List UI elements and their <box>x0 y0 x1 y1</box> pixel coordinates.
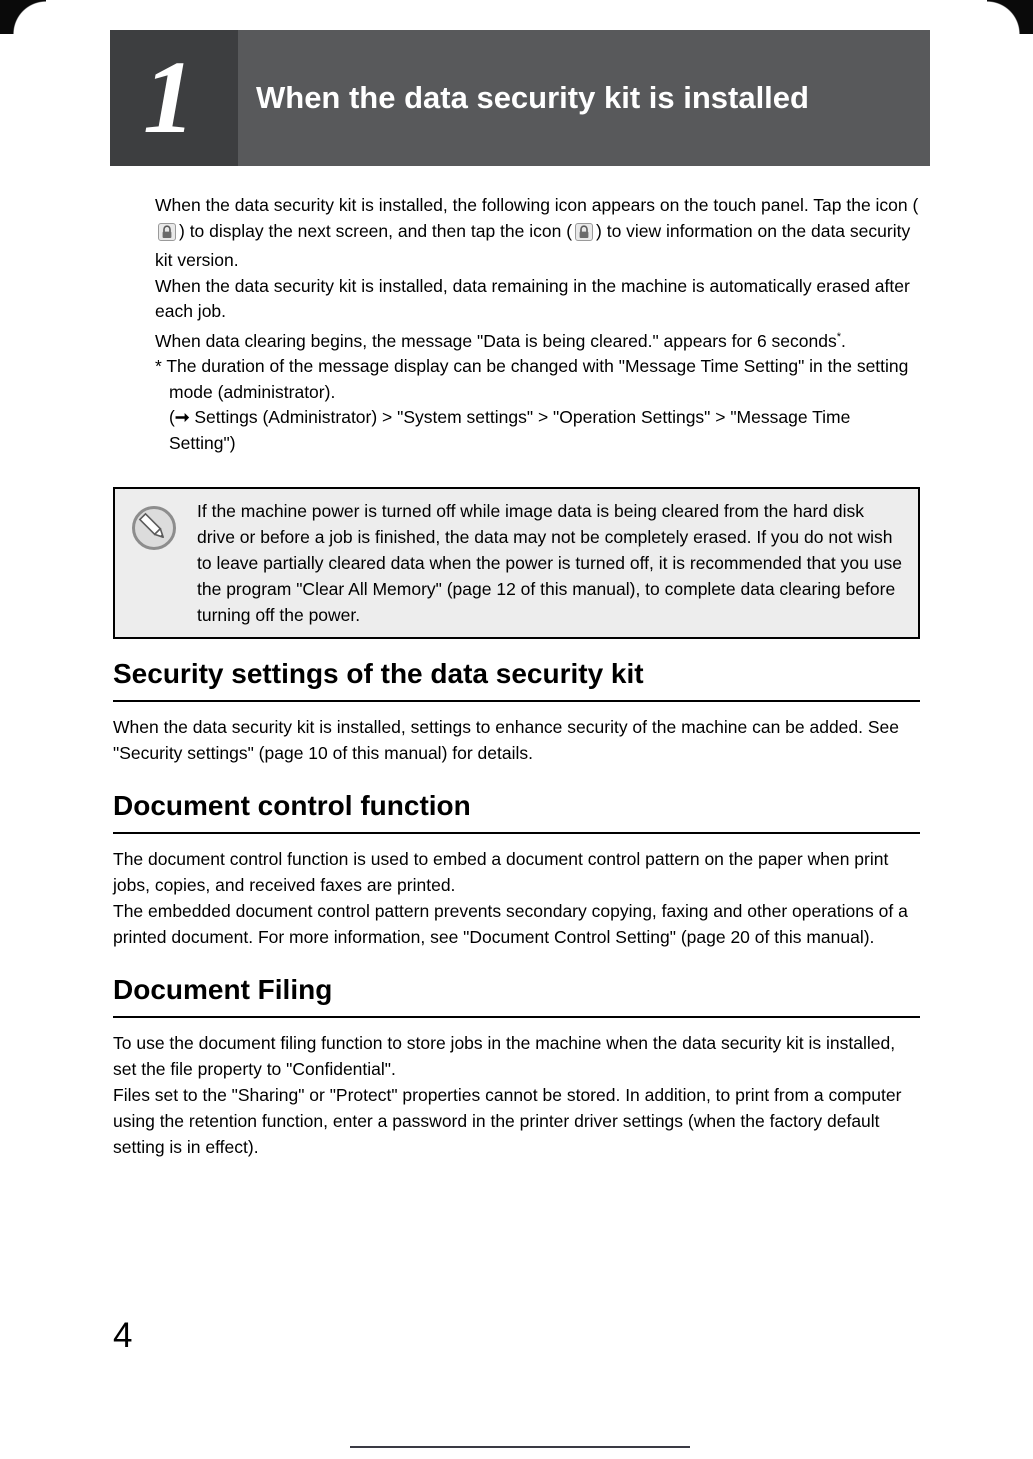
section-heading-document-control: Document control function <box>113 788 920 834</box>
intro-p1-text-2: ) to display the next screen, and then tap the icon ( <box>179 220 573 241</box>
chapter-banner <box>110 30 930 166</box>
section-security-settings <box>113 656 920 766</box>
footnote-reference: * <box>836 330 841 343</box>
section-paragraph: The document control function is used to embed a document control pattern on the paper when print jobs, copies, and received faxes are printed. <box>113 849 889 895</box>
section-paragraph: The embedded document control pattern prevents secondary copying, faxing and other operations of a printed document. For more information, see "Document Control Setting" (page 20 of this manual). <box>113 901 908 947</box>
lock-icon <box>158 223 176 249</box>
note-text: If the machine power is turned off while image data is being cleared from the hard disk drive or before a job is finished, the data may not be completely erased. If you do not wish to leave partially cleared data when the power is turned off, it is recommended that you use the program "Clear All Memory" (page 12 of this manual), to complete data clearing before turning off the power. <box>197 501 902 625</box>
footer-rule <box>350 1446 690 1448</box>
footnote-marker: * <box>155 356 162 376</box>
pencil-note-icon <box>131 505 177 556</box>
section-heading-document-filing: Document Filing <box>113 972 920 1018</box>
path-text: Settings (Administrator) > "System settings" > "Operation Settings" > "Message Time Setting") <box>169 407 851 453</box>
chapter-title: When the data security kit is installed <box>256 80 809 115</box>
intro-p3-period: . <box>841 330 846 351</box>
arrow-right-icon: ➞ <box>174 407 190 427</box>
section-paragraph: Files set to the "Sharing" or "Protect" properties cannot be stored. In addition, to print from a computer using the retention function, enter a password in the printer driver settings (when the factory default setting is in effect). <box>113 1085 902 1157</box>
chapter-number-box <box>110 30 238 166</box>
intro-p1-text-1: When the data security kit is installed, the following icon appears on the touch panel. Tap the icon ( <box>155 195 919 215</box>
section-paragraph: When the data security kit is installed, settings to enhance security of the machine can be added. See "Security settings" (page 10 of this manual) for details. <box>113 717 900 763</box>
intro-paragraph-2: When the data security kit is installed, data remaining in the machine is automatically erased after each job. <box>155 275 910 321</box>
section-document-filing <box>113 972 920 1160</box>
chapter-number: 1 <box>143 40 195 155</box>
note-box <box>113 487 920 639</box>
section-document-control <box>113 788 920 950</box>
footnote-text: The duration of the message display can be changed with "Message Time Setting" in the setting mode (administrator). <box>161 356 909 402</box>
scan-corner-top-right <box>987 0 1033 34</box>
section-paragraph: To use the document filing function to store jobs in the machine when the data security kit is installed, set the file property to "Confidential". <box>113 1033 896 1079</box>
main-content <box>113 640 920 1160</box>
scan-corner-top-left <box>0 0 46 34</box>
intro-paragraph-3 <box>155 325 921 355</box>
intro-paragraph-1 <box>155 193 921 274</box>
intro-p3-text: When data clearing begins, the message "Data is being cleared." appears for 6 seconds <box>155 330 837 351</box>
footnote <box>155 354 921 405</box>
intro-p1-text-3: ) to view information on the data security kit version. <box>155 220 911 270</box>
settings-path <box>155 405 921 456</box>
intro-block <box>155 193 921 456</box>
lock-icon <box>575 223 593 249</box>
path-open-paren: ( <box>169 407 175 427</box>
section-heading-security-settings: Security settings of the data security kit <box>113 656 920 702</box>
page-number: 4 <box>113 1316 133 1355</box>
